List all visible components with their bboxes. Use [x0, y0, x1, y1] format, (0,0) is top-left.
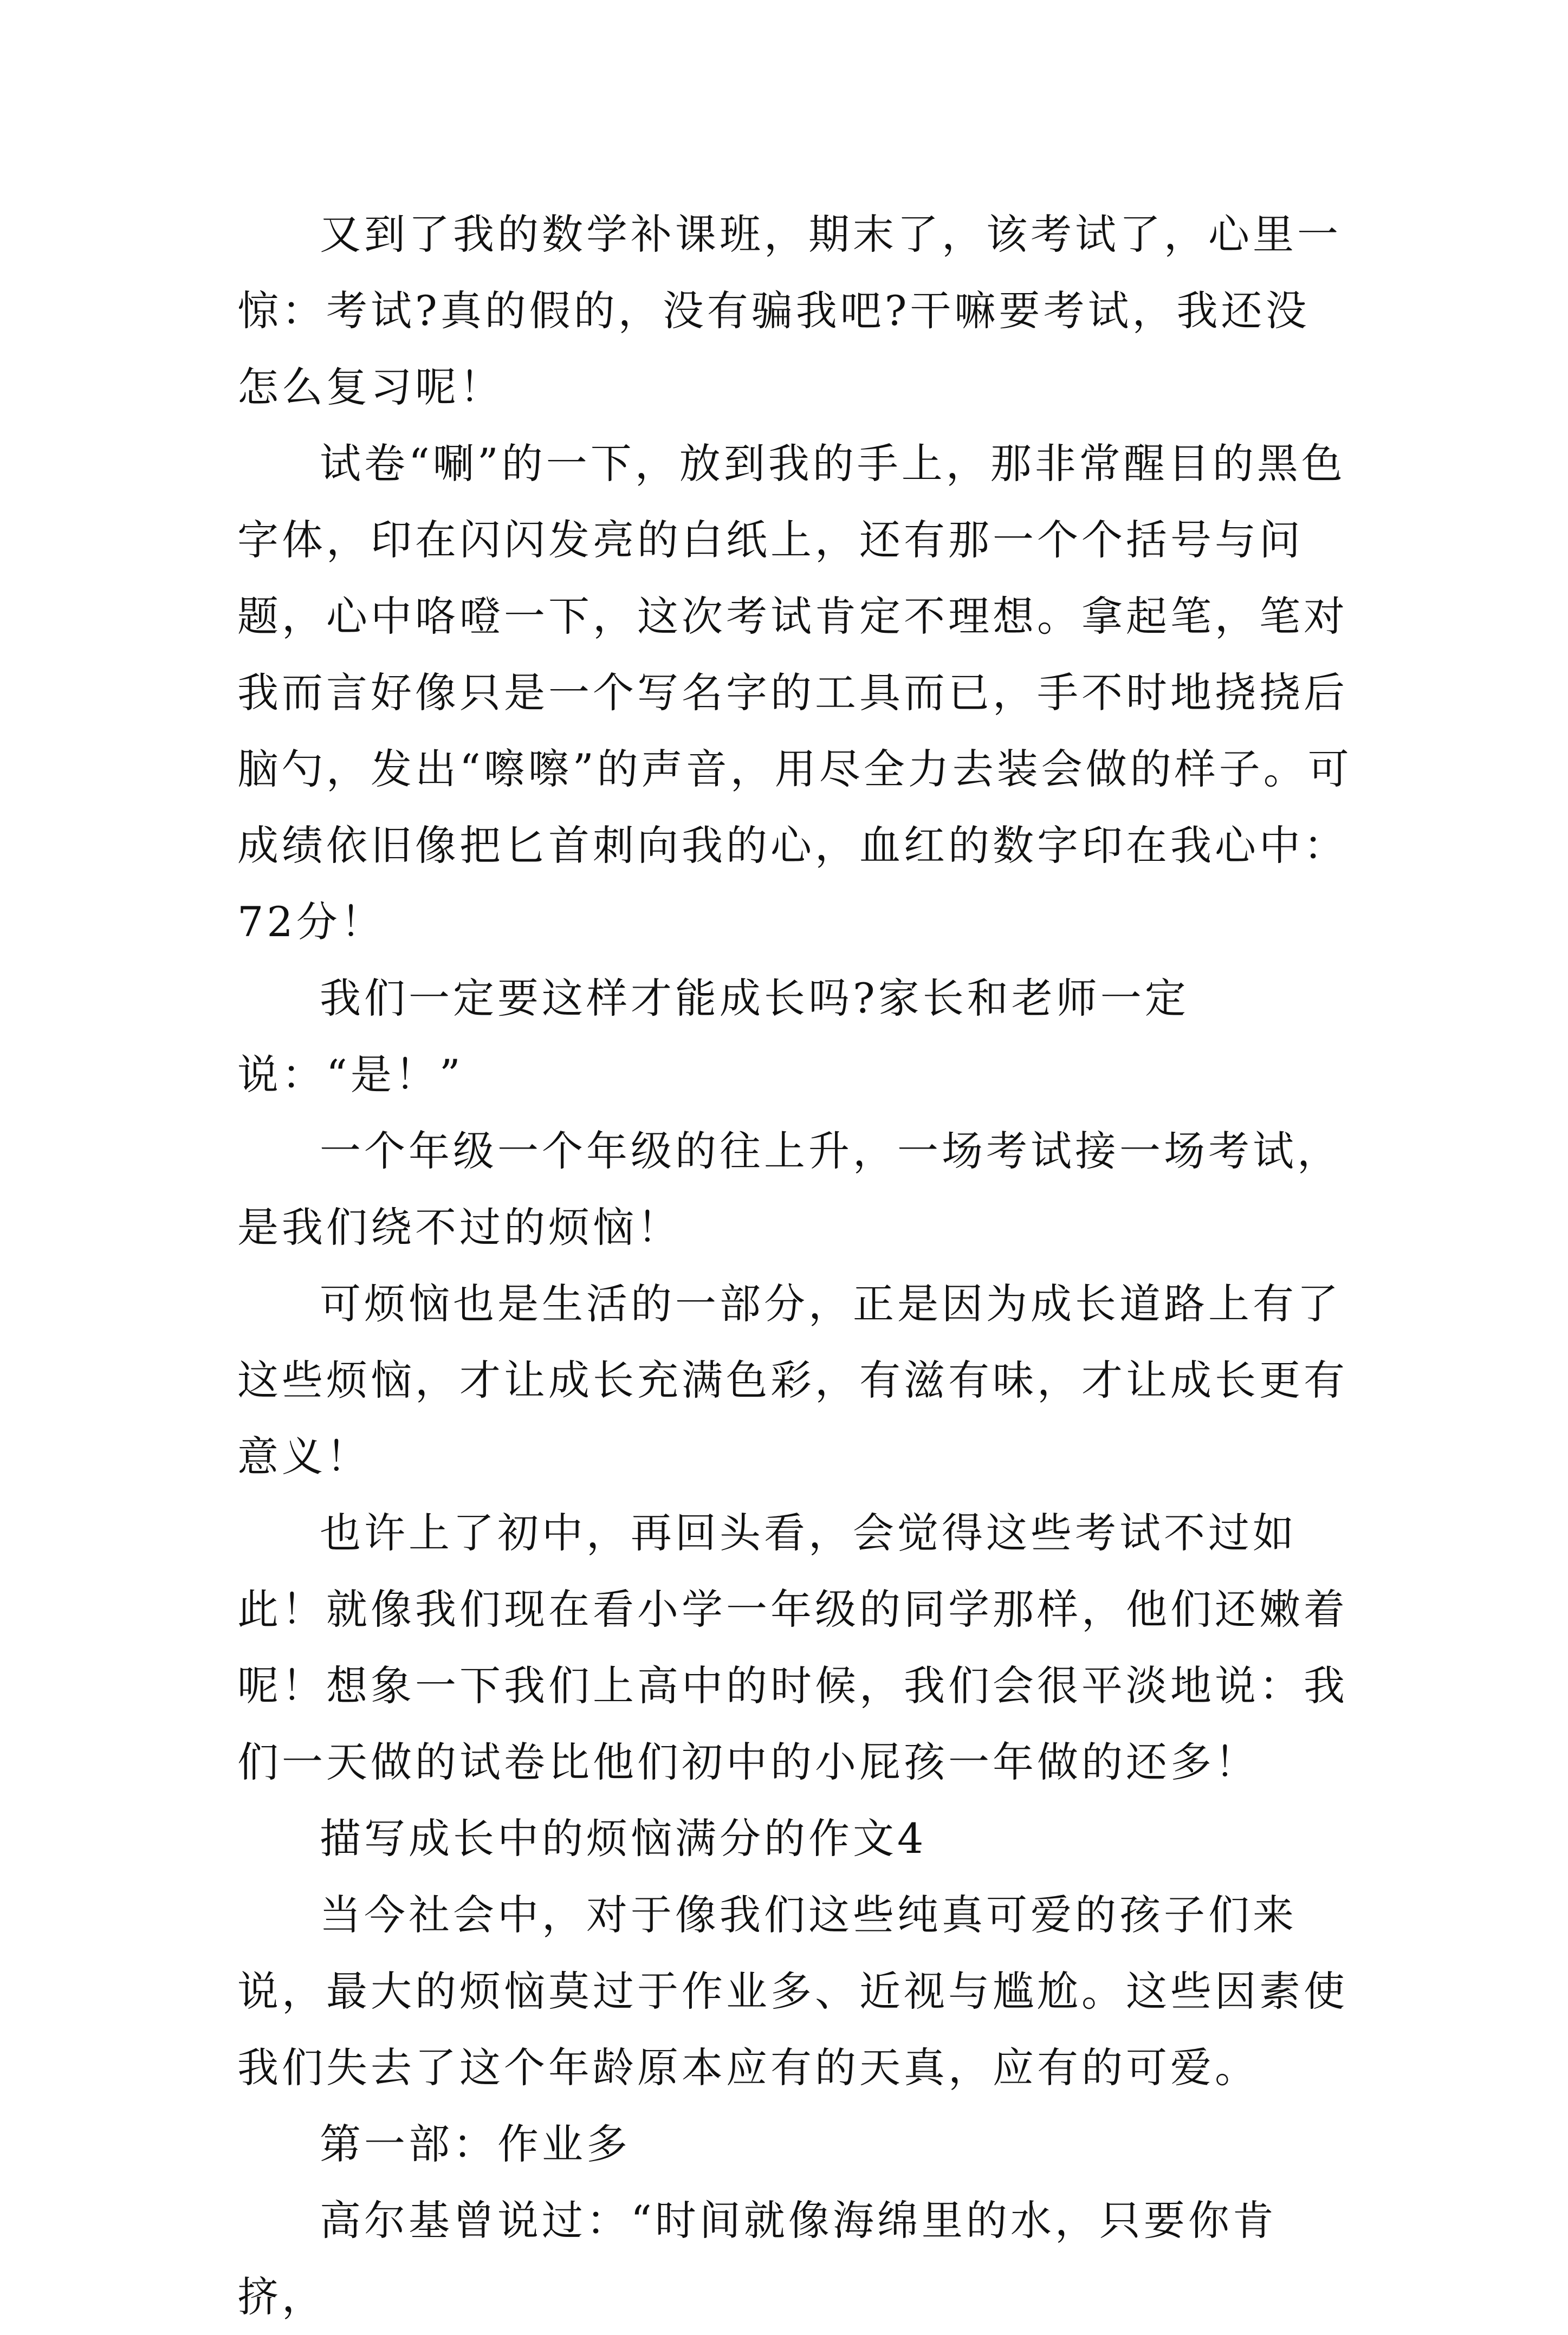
- paragraph: 一个年级一个年级的往上升，一场考试接一场考试，是我们绕不过的烦恼！: [237, 1127, 1342, 1251]
- paragraph: 当今社会中，对于像我们这些纯真可爱的孩子们来说，最大的烦恼莫过于作业多、近视与尴尬。这些因素使我们失去了这个年龄原本应有的天真，应有的可爱。: [237, 1891, 1348, 2092]
- paragraph: 又到了我的数学补课班，期末了，该考试了，心里一惊：考试?真的假的，没有骗我吧?干嘛要考试，我还没怎么复习呢！: [237, 210, 1342, 411]
- paragraph: 我们一定要这样才能成长吗?家长和老师一定说：“是！”: [237, 974, 1189, 1099]
- document-body: [237, 196, 1353, 2335]
- paragraph: 高尔基曾说过：“时间就像海绵里的水，只要你肯挤，: [237, 2196, 1277, 2321]
- paragraph: 也许上了初中，再回头看，会觉得这些考试不过如此！就像我们现在看小学一年级的同学那样，他们还嫩着呢！想象一下我们上高中的时候，我们会很平淡地说：我们一天做的试卷比他们初中的小屁孩一年做的还多！: [237, 1509, 1348, 1786]
- paragraph: 可烦恼也是生活的一部分，正是因为成长道路上有了这些烦恼，才让成长充满色彩，有滋有味，才让成长更有意义！: [237, 1280, 1348, 1481]
- subsection-heading: 第一部：作业多: [320, 2120, 631, 2168]
- paragraph: 试卷“唰”的一下，放到我的手上，那非常醒目的黑色字体，印在闪闪发亮的白纸上，还有那一个个括号与问题，心中咯噔一下，这次考试肯定不理想。拿起笔，笔对我而言好像只是一个写名字的工具而已，手不时地挠挠后脑勺，发出“嚓嚓”的声音，用尽全力去装会做的样子。可成绩依旧像把匕首刺向我的心，血红的数字印在我心中：72分！: [237, 439, 1352, 946]
- section-title: 描写成长中的烦恼满分的作文4: [320, 1814, 927, 1863]
